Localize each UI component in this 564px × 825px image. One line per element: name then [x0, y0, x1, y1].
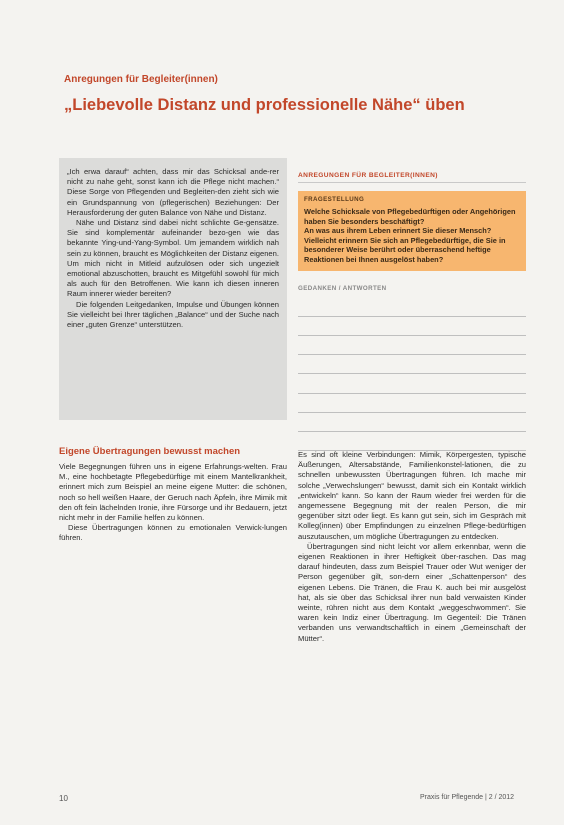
body-paragraph: Es sind oft kleine Verbindungen: Mimik, Körpergesten, typische Äußerungen, Altersabstände, Familienkonstel-lationen, die zu schnellen unbewussten Übertragungen führen. Ich mache mir solche „Verwechslungen“ bewusst, damit sich ein Kontakt wirklich „entwickeln“ kann. So kann der Raum wieder frei werden für die angemessene Begegnung mit der realen Person, die mir gegenüber sitzt oder liegt. Es kann gut sein, sich im Gespräch mit Kolleg(innen) über Empfindungen zu einzelnen Pflege-bedürftigen auszutauschen, um mögliche Übertragungen zu entdecken.: [298, 450, 526, 541]
answer-line: [298, 432, 526, 451]
answer-lines: [298, 298, 526, 452]
intro-paragraph-1: „Ich erwa darauf“ achten, dass mir das Schicksal ande-rer nicht zu nahe geht, sonst kann ich die Pflege nicht machen.“ Diese Sorge von Pflegenden und Begleiten-den zieht sich wie ein Grundspannung von (pflegerischen) Beziehungen: Der Herausforderung der guten Balance von Nähe und Distanz.: [67, 167, 279, 217]
page-title: „Liebevolle Distanz und professionelle Nähe“ üben: [64, 96, 465, 114]
question-box: [298, 191, 526, 271]
page-number: 10: [59, 794, 68, 803]
worksheet: [298, 172, 526, 434]
right-column: [298, 450, 526, 644]
answer-line: [298, 374, 526, 393]
section-heading: Eigene Übertragungen bewusst machen: [59, 446, 241, 457]
left-column: [59, 462, 287, 544]
question-item: Welche Schicksale von Pflegebedürftigen oder Angehörigen haben Sie besonders beschäftigt?: [304, 207, 516, 226]
intro-paragraph-2: Nähe und Distanz sind dabei nicht schlichte Ge-gensätze. Sie sind komplementär aufeinander bezo-gen wie das bekannte Ying-und-Yang-Symbol. Um jemandem wirklich nah sein zu können, braucht es Möglichkeiten der Distanz eigenen. Um mich nicht in Mitleid aufzulösen oder sich ungezielt emotional abzuschotten, braucht es Mitgefühl sowohl für mich als auch für den Betroffenen. Wie kann ich diesen inneren Raum innerer wieder bereiten?: [67, 218, 279, 299]
question-box-label: FRAGESTELLUNG: [304, 196, 365, 203]
body-paragraph: Viele Begegnungen führen uns in eigene Erfahrungs-welten. Frau M., eine hochbetagte Pflegebedürftige mit einem Mantelkrankheit, erinnert mich zum Beispiel an meine eigene Mutter: die schönen, noch so hell weißen Haare, der Geruch nach Äpfeln, ihre Mimik mit den oft fein lächelnden Ironie, ihre Fürsorge und ihr Bedauern, jetzt nicht mehr in der Familie helfen zu können.: [59, 462, 287, 523]
question-item: Vielleicht erinnern Sie sich an Pflegebedürftige, die Sie in besonderer Weise berührt oder überraschend heftige Reaktionen bei Ihnen ausgelöst haben?: [304, 235, 506, 264]
section-label: Anregungen für Begleiter(innen): [64, 74, 218, 85]
publication-info: Praxis für Pflegende | 2 / 2012: [420, 794, 515, 801]
answer-line: [298, 394, 526, 413]
body-paragraph: Übertragungen sind nicht leicht vor allem erkennbar, wenn die eigenen Reaktionen in ihrer Heftigkeit über-raschen. Das mag darauf hindeuten, dass zum Beispiel Trauer oder Wut weniger der Person gegenüber gilt, son-dern einer „Schattenperson“ des eigenen Lebens. Die Tränen, die Frau K. auch bei mir ausgelöst hat, als sie über das Schicksal ihrer nun bald verwaisten Kinder weinte, rühren nicht aus dem Kontakt „weggeschwommen“. Sie waren kein Indiz einer Übertragung. Im Gegenteil: Die Tränen verbanden uns verwandtschaftlich in einem „Gemeinschaft der Mütter“.: [298, 541, 526, 643]
intro-paragraph-3: Die folgenden Leitgedanken, Impulse und Übungen können Sie vielleicht bei Ihrer täglichen „Balance“ und der Suche nach einer „guten Grenze“ unterstützen.: [67, 299, 279, 330]
answer-line: [298, 298, 526, 317]
body-paragraph: Diese Übertragungen können zu emotionalen Verwick-lungen führen.: [59, 523, 287, 543]
worksheet-header: ANREGUNGEN FÜR BEGLEITER(INNEN): [298, 172, 526, 183]
answer-line: [298, 336, 526, 355]
answer-line: [298, 413, 526, 432]
intro-box: [59, 158, 287, 420]
answer-line: [298, 317, 526, 336]
answer-label: GEDANKEN / ANTWORTEN: [298, 284, 387, 292]
question-item: An was aus ihrem Leben erinnert Sie dieser Mensch?: [304, 226, 492, 236]
answer-line: [298, 355, 526, 374]
